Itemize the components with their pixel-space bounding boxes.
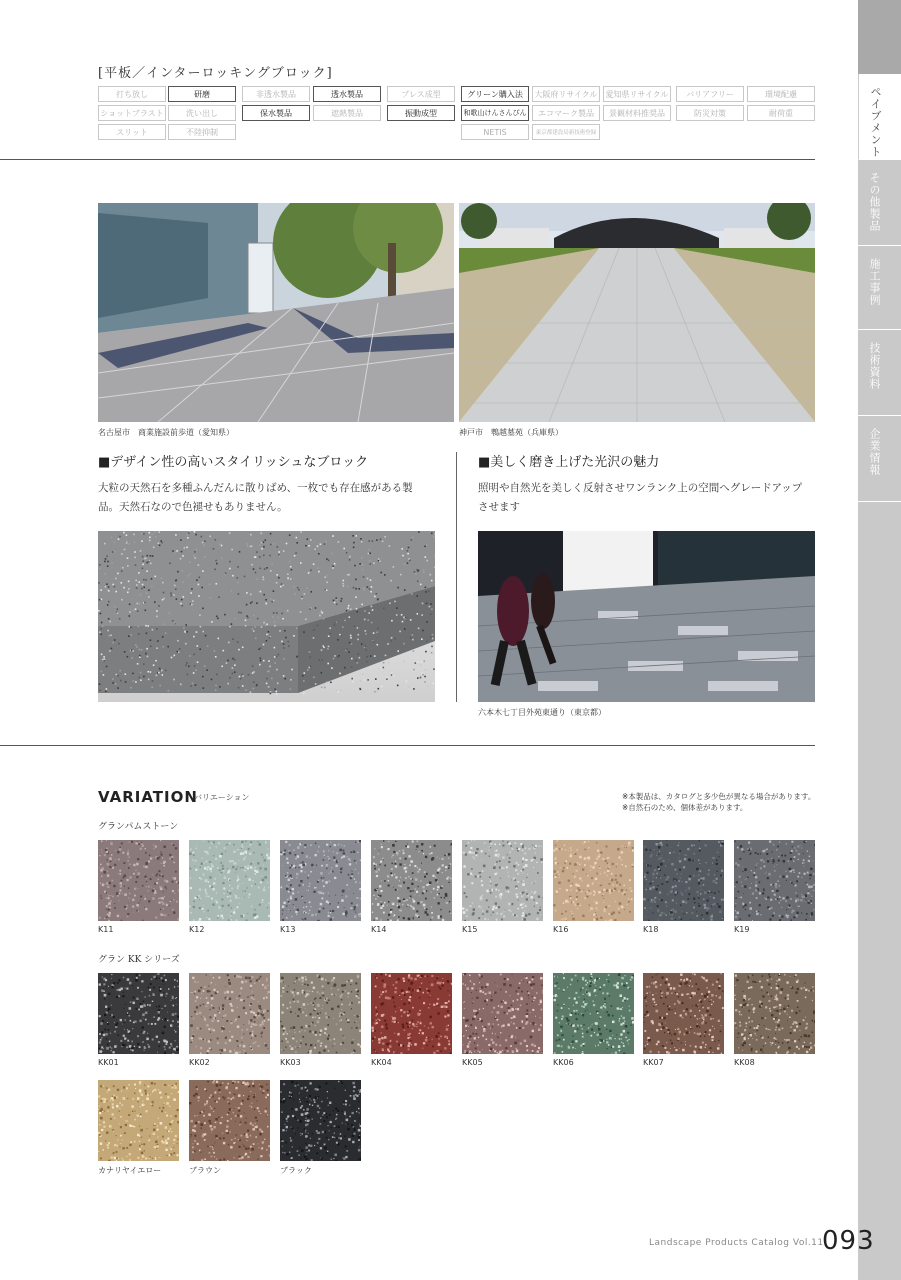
swatch-code: KK07 — [643, 1058, 664, 1067]
caption-bottom: 六本木七丁目外苑東通り（東京都） — [478, 708, 606, 717]
swatch-code: KK05 — [462, 1058, 483, 1067]
swatch-code: カナリヤイエロー — [98, 1166, 162, 1175]
feature-tag: 愛知県リサイクル — [603, 86, 671, 102]
color-swatch — [98, 1080, 179, 1161]
side-tab-label: ペイブメント — [869, 86, 882, 158]
note-line: ※本製品は、カタログと多少色が異なる場合があります。 — [622, 792, 816, 801]
swatch-code: K12 — [189, 925, 205, 934]
side-tab-label: 施工事例 — [868, 258, 881, 306]
side-tab-label: 技術資料 — [868, 342, 881, 390]
side-tab-pavement[interactable] — [858, 74, 901, 160]
color-swatch — [371, 973, 452, 1054]
catalog-name: Landscape Products Catalog Vol.11 — [649, 1238, 824, 1248]
variation-notes — [622, 791, 815, 813]
feature-tag: スリット — [98, 124, 166, 140]
feature-tag: 耐荷重 — [747, 105, 815, 121]
color-swatch — [189, 840, 270, 921]
color-swatch — [280, 973, 361, 1054]
swatch-code: K11 — [98, 925, 114, 934]
group-granpam-stone: グランパムストーン — [98, 822, 179, 832]
swatch-code: KK03 — [280, 1058, 301, 1067]
feature-tag: 和歌山けんさんぴん — [461, 105, 529, 121]
feature-tag: ショットブラスト — [98, 105, 166, 121]
swatch-code: K14 — [371, 925, 387, 934]
swatch-code: K13 — [280, 925, 296, 934]
swatch-code: KK06 — [553, 1058, 574, 1067]
description-line: 照明や自然光を美しく反射させワンランク上の空間へグレードアップ — [478, 482, 803, 494]
right-feature-heading: ■美しく磨き上げた光沢の魅力 — [478, 455, 660, 470]
photo-roppongi-street — [478, 531, 815, 702]
color-swatch — [553, 973, 634, 1054]
feature-tag: グリーン購入法 — [461, 86, 529, 102]
photo-nagoya-sidewalk — [98, 203, 454, 422]
swatch-code: ブラック — [280, 1166, 312, 1175]
color-swatch — [462, 840, 543, 921]
left-feature-description — [98, 479, 413, 517]
left-feature-heading: ■デザイン性の高いスタイリッシュなブロック — [98, 455, 369, 470]
feature-tag: 大阪府リサイクル — [532, 86, 600, 102]
note-line: ※自然石のため、個体差があります。 — [622, 803, 748, 812]
feature-tag: 洗い出し — [168, 105, 236, 121]
color-swatch — [734, 840, 815, 921]
color-swatch — [371, 840, 452, 921]
feature-tag: 透水製品 — [313, 86, 381, 102]
color-swatch — [98, 840, 179, 921]
variation-title: VARIATION — [98, 788, 198, 806]
description-line: 大粒の天然石を多種ふんだんに散りばめ、一枚でも存在感がある製 — [98, 482, 413, 494]
swatch-code: ブラウン — [189, 1166, 221, 1175]
description-line: 品。天然石なので色褪せもありません。 — [98, 501, 288, 513]
color-swatch — [734, 973, 815, 1054]
swatch-code: K19 — [734, 925, 750, 934]
divider-middle — [0, 745, 815, 746]
swatch-code: K16 — [553, 925, 569, 934]
swatch-code: KK01 — [98, 1058, 119, 1067]
feature-tag: エコマーク製品 — [532, 105, 600, 121]
color-swatch — [280, 840, 361, 921]
side-top-block — [858, 0, 901, 74]
feature-tag: 振動成型 — [387, 105, 455, 121]
side-tab-case-studies[interactable] — [858, 246, 901, 330]
feature-tag: 遮熱製品 — [313, 105, 381, 121]
side-tab-label: 企業情報 — [868, 428, 881, 476]
feature-tag: 非透水製品 — [242, 86, 310, 102]
feature-tag: プレス成型 — [387, 86, 455, 102]
color-swatch — [643, 973, 724, 1054]
swatch-code: K15 — [462, 925, 478, 934]
color-swatch — [643, 840, 724, 921]
photo-block-closeup — [98, 531, 435, 702]
color-swatch — [189, 973, 270, 1054]
right-feature-description — [478, 479, 802, 517]
swatch-code: KK08 — [734, 1058, 755, 1067]
group-gran-kk-series: グラン KK シリーズ — [98, 955, 180, 965]
feature-tag: 環境配慮 — [747, 86, 815, 102]
side-tab-company-info[interactable] — [858, 416, 901, 502]
feature-tag: 防災対策 — [676, 105, 744, 121]
swatch-code: KK04 — [371, 1058, 392, 1067]
swatch-code: K18 — [643, 925, 659, 934]
swatch-code: KK02 — [189, 1058, 210, 1067]
page-number: 093 — [822, 1226, 875, 1256]
photo-kobe-cemetery — [459, 203, 815, 422]
feature-tag: 不陸抑制 — [168, 124, 236, 140]
color-swatch — [462, 973, 543, 1054]
side-tab-technical-data[interactable] — [858, 330, 901, 416]
color-swatch — [280, 1080, 361, 1161]
feature-tag: NETIS — [461, 124, 529, 140]
category-title: [平板／インターロッキングブロック] — [98, 66, 333, 81]
description-line: させます — [478, 501, 520, 513]
color-swatch — [553, 840, 634, 921]
divider-top — [0, 159, 815, 160]
feature-tag: 景観材料推奨品 — [603, 105, 671, 121]
feature-tag: 東京都建設局新技術登録 — [532, 124, 600, 140]
color-swatch — [98, 973, 179, 1054]
feature-tag: 研磨 — [168, 86, 236, 102]
feature-tag: 保水製品 — [242, 105, 310, 121]
variation-subtitle: バリエーション — [194, 793, 250, 802]
feature-tag: バリアフリー — [676, 86, 744, 102]
center-divider — [456, 452, 457, 702]
side-navigation — [858, 0, 901, 1280]
caption-right: 神戸市 鵯越墓苑（兵庫県） — [459, 428, 563, 437]
side-tab-other-products[interactable] — [858, 160, 901, 246]
side-tab-label: その他製品 — [868, 172, 881, 232]
caption-left: 名古屋市 商業施設前歩道（愛知県） — [98, 428, 234, 437]
feature-tag: 打ち放し — [98, 86, 166, 102]
color-swatch — [189, 1080, 270, 1161]
